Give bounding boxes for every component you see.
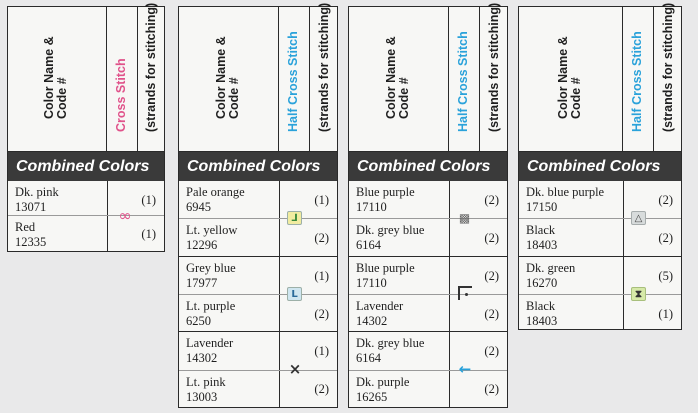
color-name-header: Color Name & Code # — [42, 36, 69, 119]
strands-header-cell — [654, 2, 683, 151]
color-combination-row — [349, 331, 507, 407]
stitch-type-header-cell — [279, 7, 310, 151]
color-name-header-cell — [8, 7, 107, 151]
color-name-header-cell — [349, 7, 449, 151]
color-entry — [356, 299, 403, 329]
color-entry — [526, 299, 557, 329]
strands-header: (strands for stitching) — [316, 2, 331, 132]
color-name: Lt. pink — [186, 375, 226, 389]
column-header — [179, 2, 337, 152]
color-code: 6250 — [186, 314, 211, 328]
stitch-type-header-cell — [623, 7, 654, 151]
color-name-header: Color Name & Code # — [213, 36, 241, 119]
strand-count: (2) — [484, 269, 499, 283]
row-divider — [349, 294, 507, 295]
color-combination-row — [519, 256, 681, 329]
color-name: Red — [15, 220, 36, 234]
color-entry — [526, 223, 557, 253]
color-name: Dk. grey blue — [356, 336, 425, 350]
color-name: Pale orange — [186, 185, 245, 199]
color-name: Dk. grey blue — [356, 223, 425, 237]
color-entry — [356, 375, 409, 405]
color-combination-row — [519, 181, 681, 256]
color-entry — [15, 185, 59, 215]
strand-count: (2) — [314, 231, 329, 245]
combined-colors-band: Combined Colors — [519, 152, 681, 181]
color-code: 17977 — [186, 276, 218, 290]
strand-count: (2) — [484, 344, 499, 358]
strand-count: (2) — [314, 382, 329, 396]
color-name: Lt. yellow — [186, 223, 238, 237]
color-name-header-cell — [179, 7, 279, 151]
color-code: 16265 — [356, 390, 388, 404]
color-entry — [186, 185, 245, 215]
strand-count: (1) — [141, 193, 156, 207]
strand-count: (1) — [314, 193, 329, 207]
color-name: Lavender — [186, 336, 234, 350]
color-name: Blue purple — [356, 185, 415, 199]
strand-count: (2) — [484, 382, 499, 396]
left-arrow-icon: ← — [458, 360, 472, 378]
color-name-header-cell — [519, 7, 623, 151]
triangle-symbol-icon: △ — [631, 211, 646, 225]
chart-panel-3 — [348, 2, 508, 408]
row-divider — [179, 370, 337, 371]
color-name: Lavender — [356, 299, 404, 313]
color-code: 6164 — [356, 238, 381, 252]
color-code: 13071 — [15, 200, 47, 214]
strand-count: (5) — [658, 269, 673, 283]
color-name: Dk. pink — [15, 185, 59, 199]
column-divider — [107, 181, 108, 251]
cross-mark-icon: × — [288, 360, 302, 378]
strand-count: (1) — [314, 269, 329, 283]
color-code: 18403 — [526, 314, 558, 328]
color-code: 17150 — [526, 200, 558, 214]
color-entry — [526, 261, 575, 291]
strand-count: (2) — [484, 307, 499, 321]
strands-header: (strands for stitching) — [144, 2, 158, 132]
strands-header: (strands for stitching) — [660, 2, 675, 132]
checker-pattern-icon: ▩ — [458, 210, 471, 225]
color-code: 6945 — [186, 200, 211, 214]
color-combination-row — [349, 256, 507, 331]
color-code: 18403 — [526, 238, 558, 252]
infinity-icon: ∞ — [118, 205, 132, 225]
column-header — [349, 2, 507, 152]
row-divider — [179, 218, 337, 219]
color-name: Lt. purple — [186, 299, 236, 313]
strand-count: (2) — [484, 193, 499, 207]
hourglass-symbol-icon: ⧗ — [631, 287, 646, 301]
color-combination-row — [179, 256, 337, 331]
color-name: Black — [526, 223, 556, 237]
color-combination-row — [8, 181, 164, 251]
chart-panel-4 — [518, 2, 682, 330]
strand-count: (2) — [658, 231, 673, 245]
strand-count: (2) — [484, 231, 499, 245]
row-divider — [349, 370, 507, 371]
column-divider — [623, 257, 624, 329]
color-code: 16270 — [526, 276, 558, 290]
color-code: 6164 — [356, 351, 381, 365]
color-code: 17110 — [356, 200, 387, 214]
corner-symbol-icon: L — [287, 287, 302, 301]
color-name: Dk. green — [526, 261, 576, 275]
strand-count: (1) — [658, 307, 673, 321]
half-cross-stitch-header: Half Cross Stitch — [630, 31, 644, 132]
color-code: 12296 — [186, 238, 218, 252]
color-code: 12335 — [15, 235, 47, 249]
corner-dot-icon — [458, 286, 472, 300]
color-entry — [186, 261, 236, 291]
color-entry — [186, 299, 235, 329]
color-code: 14302 — [186, 351, 218, 365]
chart-panel-1 — [7, 2, 165, 252]
color-combination-row — [179, 331, 337, 407]
color-code: 17110 — [356, 276, 387, 290]
corner-dot — [465, 293, 468, 296]
combined-colors-band: Combined Colors — [179, 152, 337, 181]
strands-header-cell — [480, 2, 509, 151]
row-divider — [519, 294, 681, 295]
color-code: 14302 — [356, 314, 388, 328]
hook-symbol-icon: ⅃ — [287, 211, 302, 225]
color-entry — [186, 375, 226, 405]
color-name: Dk. blue purple — [526, 185, 605, 199]
color-entry — [186, 223, 237, 253]
color-entry — [356, 336, 424, 366]
row-divider — [519, 218, 681, 219]
color-name: Dk. purple — [356, 375, 410, 389]
cross-stitch-header: Cross Stitch — [114, 58, 128, 132]
strand-count: (2) — [314, 307, 329, 321]
color-entry — [15, 220, 46, 250]
row-divider — [179, 294, 337, 295]
color-entry — [186, 336, 233, 366]
strands-header: (strands for stitching) — [486, 2, 501, 132]
color-entry — [356, 223, 424, 253]
strand-count: (1) — [141, 227, 156, 241]
combined-colors-band: Combined Colors — [349, 152, 507, 181]
color-name: Grey blue — [186, 261, 236, 275]
color-combination-row — [179, 181, 337, 256]
column-header — [8, 2, 164, 152]
color-name: Black — [526, 299, 556, 313]
row-divider — [349, 218, 507, 219]
strands-header-cell — [310, 2, 339, 151]
half-cross-stitch-header: Half Cross Stitch — [456, 31, 470, 132]
row-divider — [8, 215, 164, 216]
color-name-header: Color Name & Code # — [555, 36, 583, 119]
strand-count: (2) — [658, 193, 673, 207]
combined-colors-band: Combined Colors — [8, 152, 164, 181]
stitch-type-header-cell — [449, 7, 480, 151]
column-header — [519, 2, 681, 152]
color-code: 13003 — [186, 390, 218, 404]
color-combination-row — [349, 181, 507, 256]
stitch-type-header-cell — [107, 7, 138, 151]
color-entry — [356, 185, 415, 215]
color-entry — [526, 185, 604, 215]
strands-header-cell — [138, 2, 166, 151]
half-cross-stitch-header: Half Cross Stitch — [286, 31, 300, 132]
strand-count: (1) — [314, 344, 329, 358]
color-name-header: Color Name & Code # — [383, 36, 411, 119]
color-name: Blue purple — [356, 261, 415, 275]
color-entry — [356, 261, 415, 291]
chart-panel-2 — [178, 2, 338, 408]
